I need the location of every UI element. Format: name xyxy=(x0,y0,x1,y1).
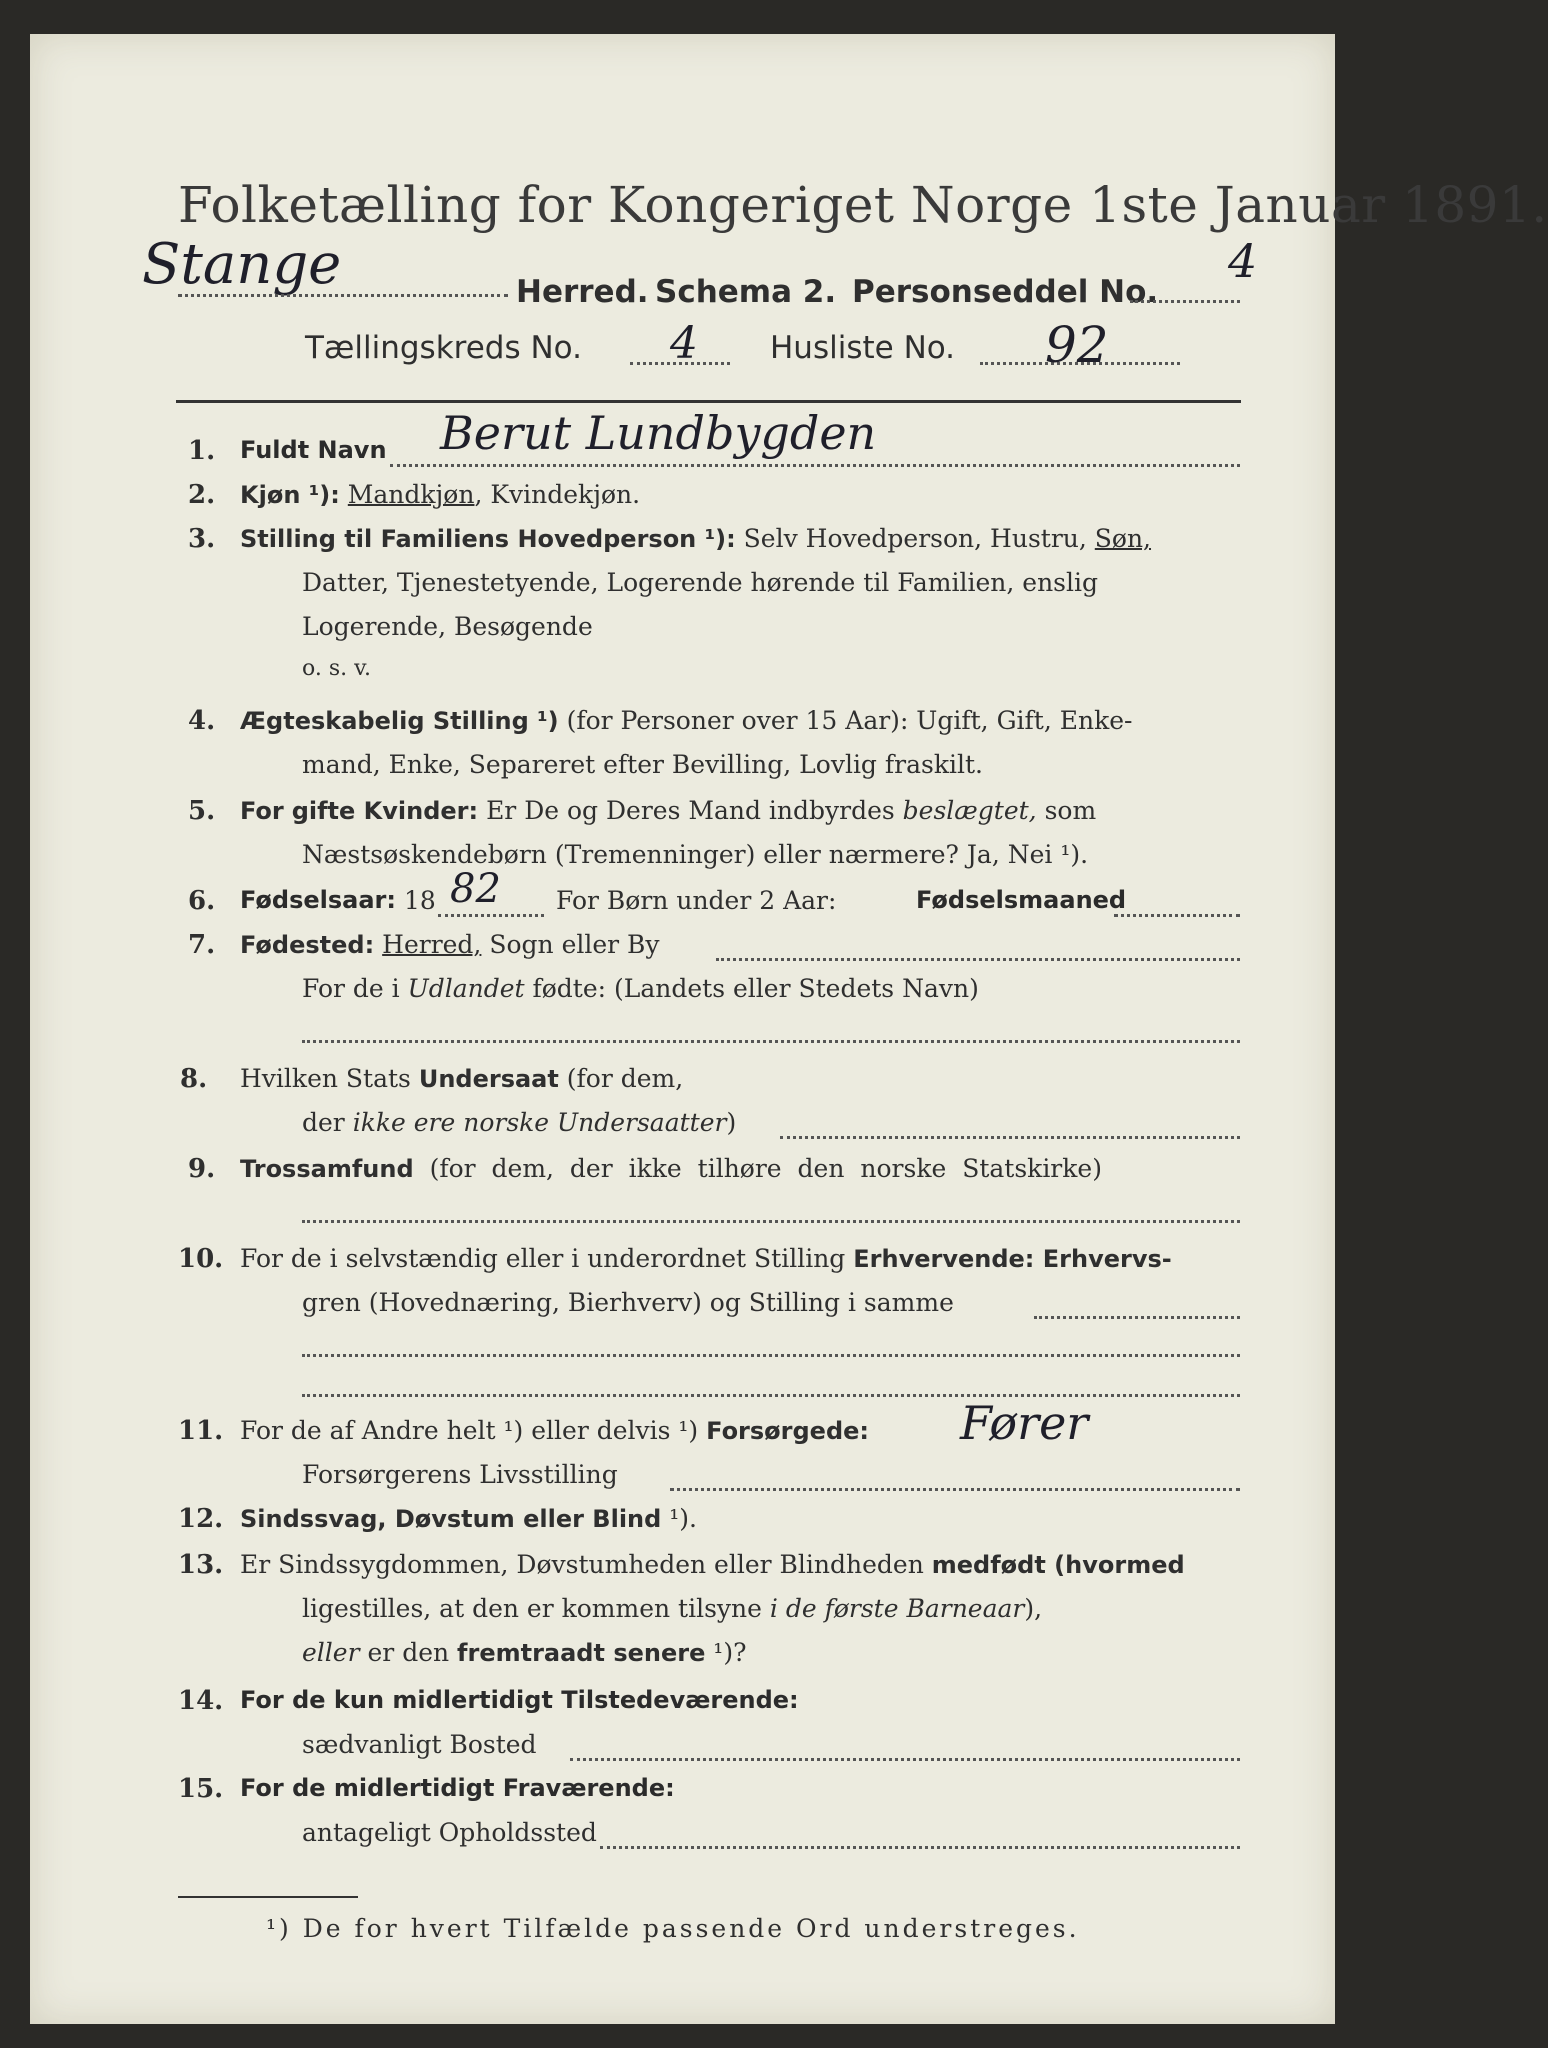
congenital-later-label: fremtraadt senere xyxy=(457,1639,706,1667)
birthplace-line-1 xyxy=(240,930,660,959)
married-women-line-1 xyxy=(240,796,1096,825)
citizenship-not-norwegian: ikke ere norske Undersaatter xyxy=(352,1108,727,1137)
personseddel-label: Personseddel No. xyxy=(852,274,1159,310)
full-name-label: Fuldt Navn xyxy=(240,436,387,464)
family-position-line-1 xyxy=(240,524,1151,553)
header-rule xyxy=(176,400,1241,403)
full-name-handwritten: Berut Lundbygden xyxy=(440,406,877,460)
item-3-number: 3. xyxy=(188,524,216,554)
family-position-line-3: Logerende, Besøgende xyxy=(302,612,593,641)
congenital-or: eller xyxy=(302,1638,360,1667)
usual-residence-label: sædvanligt Bosted xyxy=(302,1730,537,1759)
married-women-label: gifte Kvinder: xyxy=(291,797,479,825)
congenital-label: medfødt (hvormed xyxy=(931,1551,1185,1579)
citizenship-label: Undersaat xyxy=(418,1065,559,1093)
occupation-intro: For de i selvstændig eller i underordnet Stilling xyxy=(240,1244,846,1273)
disability-line xyxy=(240,1504,697,1533)
citizenship-intro: Hvilken Stats xyxy=(240,1064,411,1093)
disability-footnote-mark: ¹). xyxy=(661,1504,697,1533)
citizenship-for: (for dem, xyxy=(566,1064,684,1093)
birthplace-label: Fødested: xyxy=(240,931,375,959)
sex-male-underlined: Mandkjøn xyxy=(347,480,475,509)
congenital-is-it: er den xyxy=(367,1638,450,1667)
religion-line xyxy=(240,1154,1102,1183)
item-13-number: 13. xyxy=(178,1550,224,1580)
item-8-number: 8. xyxy=(180,1064,208,1094)
census-form-sheet xyxy=(30,34,1548,2024)
religion-answer-line xyxy=(302,1220,1240,1223)
family-position-son-underlined: Søn, xyxy=(1094,524,1152,553)
kreds-label: Tællingskreds No. xyxy=(305,330,582,366)
congenital-line-3 xyxy=(302,1638,747,1667)
occupation-answer-line-1 xyxy=(1034,1316,1240,1319)
supported-handwritten: Fører xyxy=(960,1396,1089,1450)
married-women-som: som xyxy=(1044,796,1097,825)
supporter-occupation-label: Forsørgerens Livsstilling xyxy=(302,1460,618,1489)
birth-year-handwritten: 82 xyxy=(450,866,501,912)
usual-residence-line xyxy=(570,1758,1240,1761)
personseddel-dotted-line xyxy=(1130,300,1240,303)
item-2-number: 2. xyxy=(188,480,216,510)
birth-year-prefix: 18 xyxy=(404,886,436,915)
religion-label: Trossamfund xyxy=(240,1155,414,1183)
item-11-number: 11. xyxy=(178,1416,224,1446)
citizenship-line-2 xyxy=(302,1108,736,1137)
marital-status-label: Ægteskabelig Stilling ¹) xyxy=(240,707,559,735)
religion-question: (for dem, der ikke tilhøre den norske Statskirke) xyxy=(429,1154,1102,1183)
sex-female: , Kvindekjøn. xyxy=(474,480,641,509)
congenital-line-2 xyxy=(302,1594,1042,1623)
citizenship-close: ) xyxy=(726,1108,737,1137)
personseddel-handwritten: 4 xyxy=(1228,234,1258,288)
disability-label: Sindssvag, Døvstum eller Blind xyxy=(240,1505,662,1533)
full-name-line xyxy=(390,464,1240,467)
item-6-number: 6. xyxy=(188,886,216,916)
herred-dotted-line xyxy=(178,294,508,297)
probable-residence-label: antageligt Opholdssted xyxy=(302,1818,597,1847)
family-position-label: Stilling til Familiens Hovedperson ¹): xyxy=(240,525,736,553)
item-5-number: 5. xyxy=(188,796,216,826)
abroad-answer-line xyxy=(302,1040,1240,1043)
herred-handwritten: Stange xyxy=(142,232,342,297)
sex-line xyxy=(240,480,640,509)
citizenship-line-1 xyxy=(240,1064,683,1093)
citizenship-answer-line xyxy=(780,1136,1240,1139)
family-position-line-2: Datter, Tjenestetyende, Logerende hørende til Familien, enslig xyxy=(302,568,1099,597)
item-15-number: 15. xyxy=(178,1774,224,1804)
abroad-intro: For de i xyxy=(302,974,400,1003)
occupation-answer-line-3 xyxy=(302,1394,1240,1397)
citizenship-der: der xyxy=(302,1108,345,1137)
husliste-handwritten: 92 xyxy=(1045,316,1109,374)
supporter-occupation-line xyxy=(670,1488,1240,1491)
item-12-number: 12. xyxy=(178,1504,224,1534)
birthplace-line xyxy=(716,958,1240,961)
birth-year-label: Fødselsaar: xyxy=(240,886,396,914)
temporary-absent-label: For de midlertidigt Fraværende: xyxy=(240,1774,675,1802)
married-women-for: For xyxy=(240,797,284,825)
husliste-label: Husliste No. xyxy=(770,330,956,366)
footnote-rule xyxy=(178,1896,358,1898)
supported-label: Forsørgede: xyxy=(706,1417,870,1445)
item-4-number: 4. xyxy=(188,706,216,736)
marital-status-line-1 xyxy=(240,706,1132,735)
occupation-line-1 xyxy=(240,1244,1172,1273)
family-position-options-1: Selv Hovedperson, Hustru, xyxy=(743,524,1087,553)
footnote-text: ¹) De for hvert Tilfælde passende Ord understreges. xyxy=(266,1914,1080,1943)
occupation-answer-line-2 xyxy=(302,1354,1240,1357)
item-1-number: 1. xyxy=(188,436,216,466)
congenital-close: ), xyxy=(1024,1594,1043,1623)
item-7-number: 7. xyxy=(188,930,216,960)
birthplace-herred-underlined: Herred, xyxy=(382,930,482,959)
supported-line-1 xyxy=(240,1416,869,1445)
married-women-related: beslægtet, xyxy=(902,796,1037,825)
marital-status-options-1: (for Personer over 15 Aar): Ugift, Gift, Enke- xyxy=(566,706,1133,735)
form-title: Folketælling for Kongeriget Norge 1ste Januar 1891. xyxy=(178,176,1548,234)
congenital-footnote-mark: ¹)? xyxy=(705,1638,747,1667)
abroad-rest: fødte: (Landets eller Stedets Navn) xyxy=(532,974,979,1003)
abroad-word: Udlandet xyxy=(407,974,525,1003)
item-10-number: 10. xyxy=(178,1244,224,1274)
temporary-present-label: For de kun midlertidigt Tilstedeværende: xyxy=(240,1686,799,1714)
married-women-question: Er De og Deres Mand indbyrdes xyxy=(486,796,895,825)
schema-label: Schema 2. xyxy=(655,274,837,310)
birth-month-label: Fødselsmaaned xyxy=(916,886,1127,914)
married-women-line-2: Næstsøskendebørn (Tremenninger) eller nærmere? Ja, Nei ¹). xyxy=(302,840,1089,869)
birthplace-line-2 xyxy=(302,974,979,1003)
sex-label: Kjøn ¹): xyxy=(240,481,340,509)
congenital-childhood: i de første Barneaar xyxy=(769,1594,1025,1623)
herred-label: Herred. xyxy=(516,274,649,310)
congenital-question: Er Sindssygdommen, Døvstumheden eller Blindheden xyxy=(240,1550,924,1579)
occupation-line-2: gren (Hovednæring, Bierhverv) og Stilling i samme xyxy=(302,1288,954,1317)
family-position-line-4: o. s. v. xyxy=(302,656,371,681)
probable-residence-line xyxy=(600,1846,1240,1849)
marital-status-line-2: mand, Enke, Separeret efter Bevilling, Lovlig fraskilt. xyxy=(302,750,983,779)
occupation-label: Erhvervende: Erhvervs- xyxy=(853,1245,1172,1273)
item-14-number: 14. xyxy=(178,1686,224,1716)
birth-month-intro: For Børn under 2 Aar: xyxy=(556,886,837,915)
item-9-number: 9. xyxy=(188,1154,216,1184)
birth-month-line xyxy=(1114,914,1240,917)
supported-intro: For de af Andre helt ¹) eller delvis ¹) xyxy=(240,1416,699,1445)
kreds-handwritten: 4 xyxy=(670,318,698,369)
congenital-line-1 xyxy=(240,1550,1185,1579)
birth-year-line xyxy=(438,914,544,917)
congenital-equated: ligestilles, at den er kommen tilsyne xyxy=(302,1594,762,1623)
birthplace-options: Sogn eller By xyxy=(489,930,660,959)
